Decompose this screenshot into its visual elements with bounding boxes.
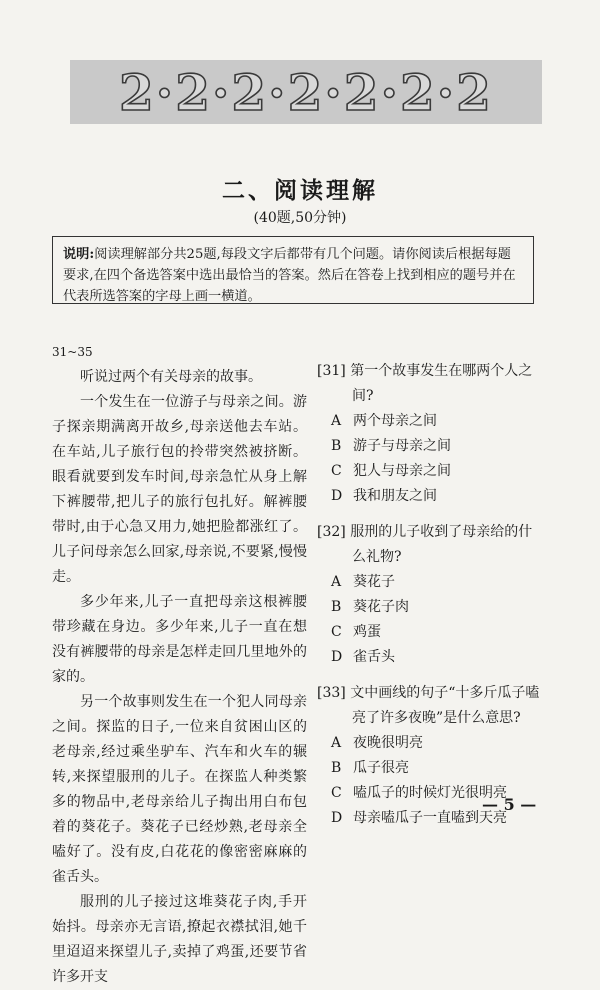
option-text: 母亲嗑瓜子一直嗑到天亮 xyxy=(353,810,507,826)
banner-numerals: 2·2·2·2·2·2·2 xyxy=(119,62,493,122)
question-32 xyxy=(317,520,542,670)
option-text: 鸡蛋 xyxy=(353,624,381,640)
question-number: [31] xyxy=(317,363,346,379)
option-letter: D xyxy=(331,649,343,665)
answer-option xyxy=(317,595,542,620)
instructions-text: 阅读理解部分共25题,每段文字后都带有几个问题。请你阅读后根据每题要求,在四个备选答案中选出最恰当的答案。然后在答卷上找到相应的题号并在代表所选答案的字母上画一横道。 xyxy=(63,247,516,304)
option-text: 雀舌头 xyxy=(353,649,395,665)
option-letter: A xyxy=(331,574,342,590)
section-banner xyxy=(70,60,542,124)
option-letter: A xyxy=(331,413,342,429)
answer-option xyxy=(317,434,542,459)
section-subtitle: (40题,50分钟) xyxy=(253,210,347,226)
option-text: 葵花子肉 xyxy=(353,599,409,615)
passage-paragraph: 服刑的儿子接过这堆葵花子肉,手开始抖。母亲亦无言语,撩起衣襟拭泪,她千里迢迢来探望儿子,卖掉了鸡蛋,还要节省许多开支 xyxy=(52,894,307,985)
option-letter: A xyxy=(331,735,342,751)
option-text: 游子与母亲之间 xyxy=(353,438,451,454)
answer-option xyxy=(317,484,542,509)
question-stem xyxy=(317,359,542,409)
option-letter: C xyxy=(331,624,342,640)
section-title: 二、阅读理解 xyxy=(222,177,378,204)
question-text: 服刑的儿子收到了母亲给的什么礼物? xyxy=(350,524,533,565)
passage-column xyxy=(52,343,307,990)
passage-paragraph: 另一个故事则发生在一个犯人同母亲之间。探监的日子,一位来自贫困山区的老母亲,经过乘坐驴车、汽车和火车的辗转,来探望服刑的儿子。在探监人种类繁多的物品中,老母亲给儿子掏出用白布包着的葵花子。葵花子已经炒熟,老母亲全嗑好了。没有皮,白花花的像密密麻麻的雀舌头。 xyxy=(52,694,307,885)
option-letter: C xyxy=(331,785,342,801)
question-31 xyxy=(317,359,542,509)
question-range: 31~35 xyxy=(52,345,93,359)
answer-option xyxy=(317,570,542,595)
option-letter: B xyxy=(331,438,342,454)
passage-paragraph: 听说过两个有关母亲的故事。 xyxy=(80,369,262,385)
questions-column xyxy=(317,359,542,842)
answer-option xyxy=(317,731,542,756)
question-number: [32] xyxy=(317,524,346,540)
answer-option xyxy=(317,620,542,645)
instructions-label: 说明: xyxy=(63,247,95,262)
answer-option xyxy=(317,459,542,484)
option-letter: D xyxy=(331,810,343,826)
question-stem xyxy=(317,681,542,731)
option-text: 夜晚很明亮 xyxy=(353,735,423,751)
passage-paragraph: 一个发生在一位游子与母亲之间。游子探亲期满离开故乡,母亲送他去车站。在车站,儿子旅行包的拎带突然被挤断。眼看就要到发车时间,母亲急忙从身上解下裤腰带,把儿子的旅行包扎好。解裤腰带时,由于心急又用力,她把脸都涨红了。儿子问母亲怎么回家,母亲说,不要紧,慢慢走。 xyxy=(52,394,307,585)
instructions-box xyxy=(52,236,534,304)
option-letter: C xyxy=(331,463,342,479)
question-text: 第一个故事发生在哪两个人之间? xyxy=(350,363,533,404)
option-text: 嗑瓜子的时候灯光很明亮 xyxy=(353,785,507,801)
answer-option xyxy=(317,409,542,434)
option-text: 两个母亲之间 xyxy=(353,413,437,429)
question-stem xyxy=(317,520,542,570)
question-number: [33] xyxy=(317,685,346,701)
option-letter: B xyxy=(331,760,342,776)
answer-option xyxy=(317,756,542,781)
option-text: 瓜子很亮 xyxy=(353,760,409,776)
page-number: — 5 — xyxy=(482,795,537,814)
option-letter: D xyxy=(331,488,343,504)
answer-option xyxy=(317,645,542,670)
option-text: 犯人与母亲之间 xyxy=(353,463,451,479)
option-letter: B xyxy=(331,599,342,615)
question-text: 文中画线的句子“十多斤瓜子嗑亮了许多夜晚”是什么意思? xyxy=(350,685,540,726)
option-text: 葵花子 xyxy=(353,574,395,590)
option-text: 我和朋友之间 xyxy=(353,488,437,504)
passage-paragraph: 多少年来,儿子一直把母亲这根裤腰带珍藏在身边。多少年来,儿子一直在想没有裤腰带的母亲是怎样走回几里地外的家的。 xyxy=(52,594,307,685)
